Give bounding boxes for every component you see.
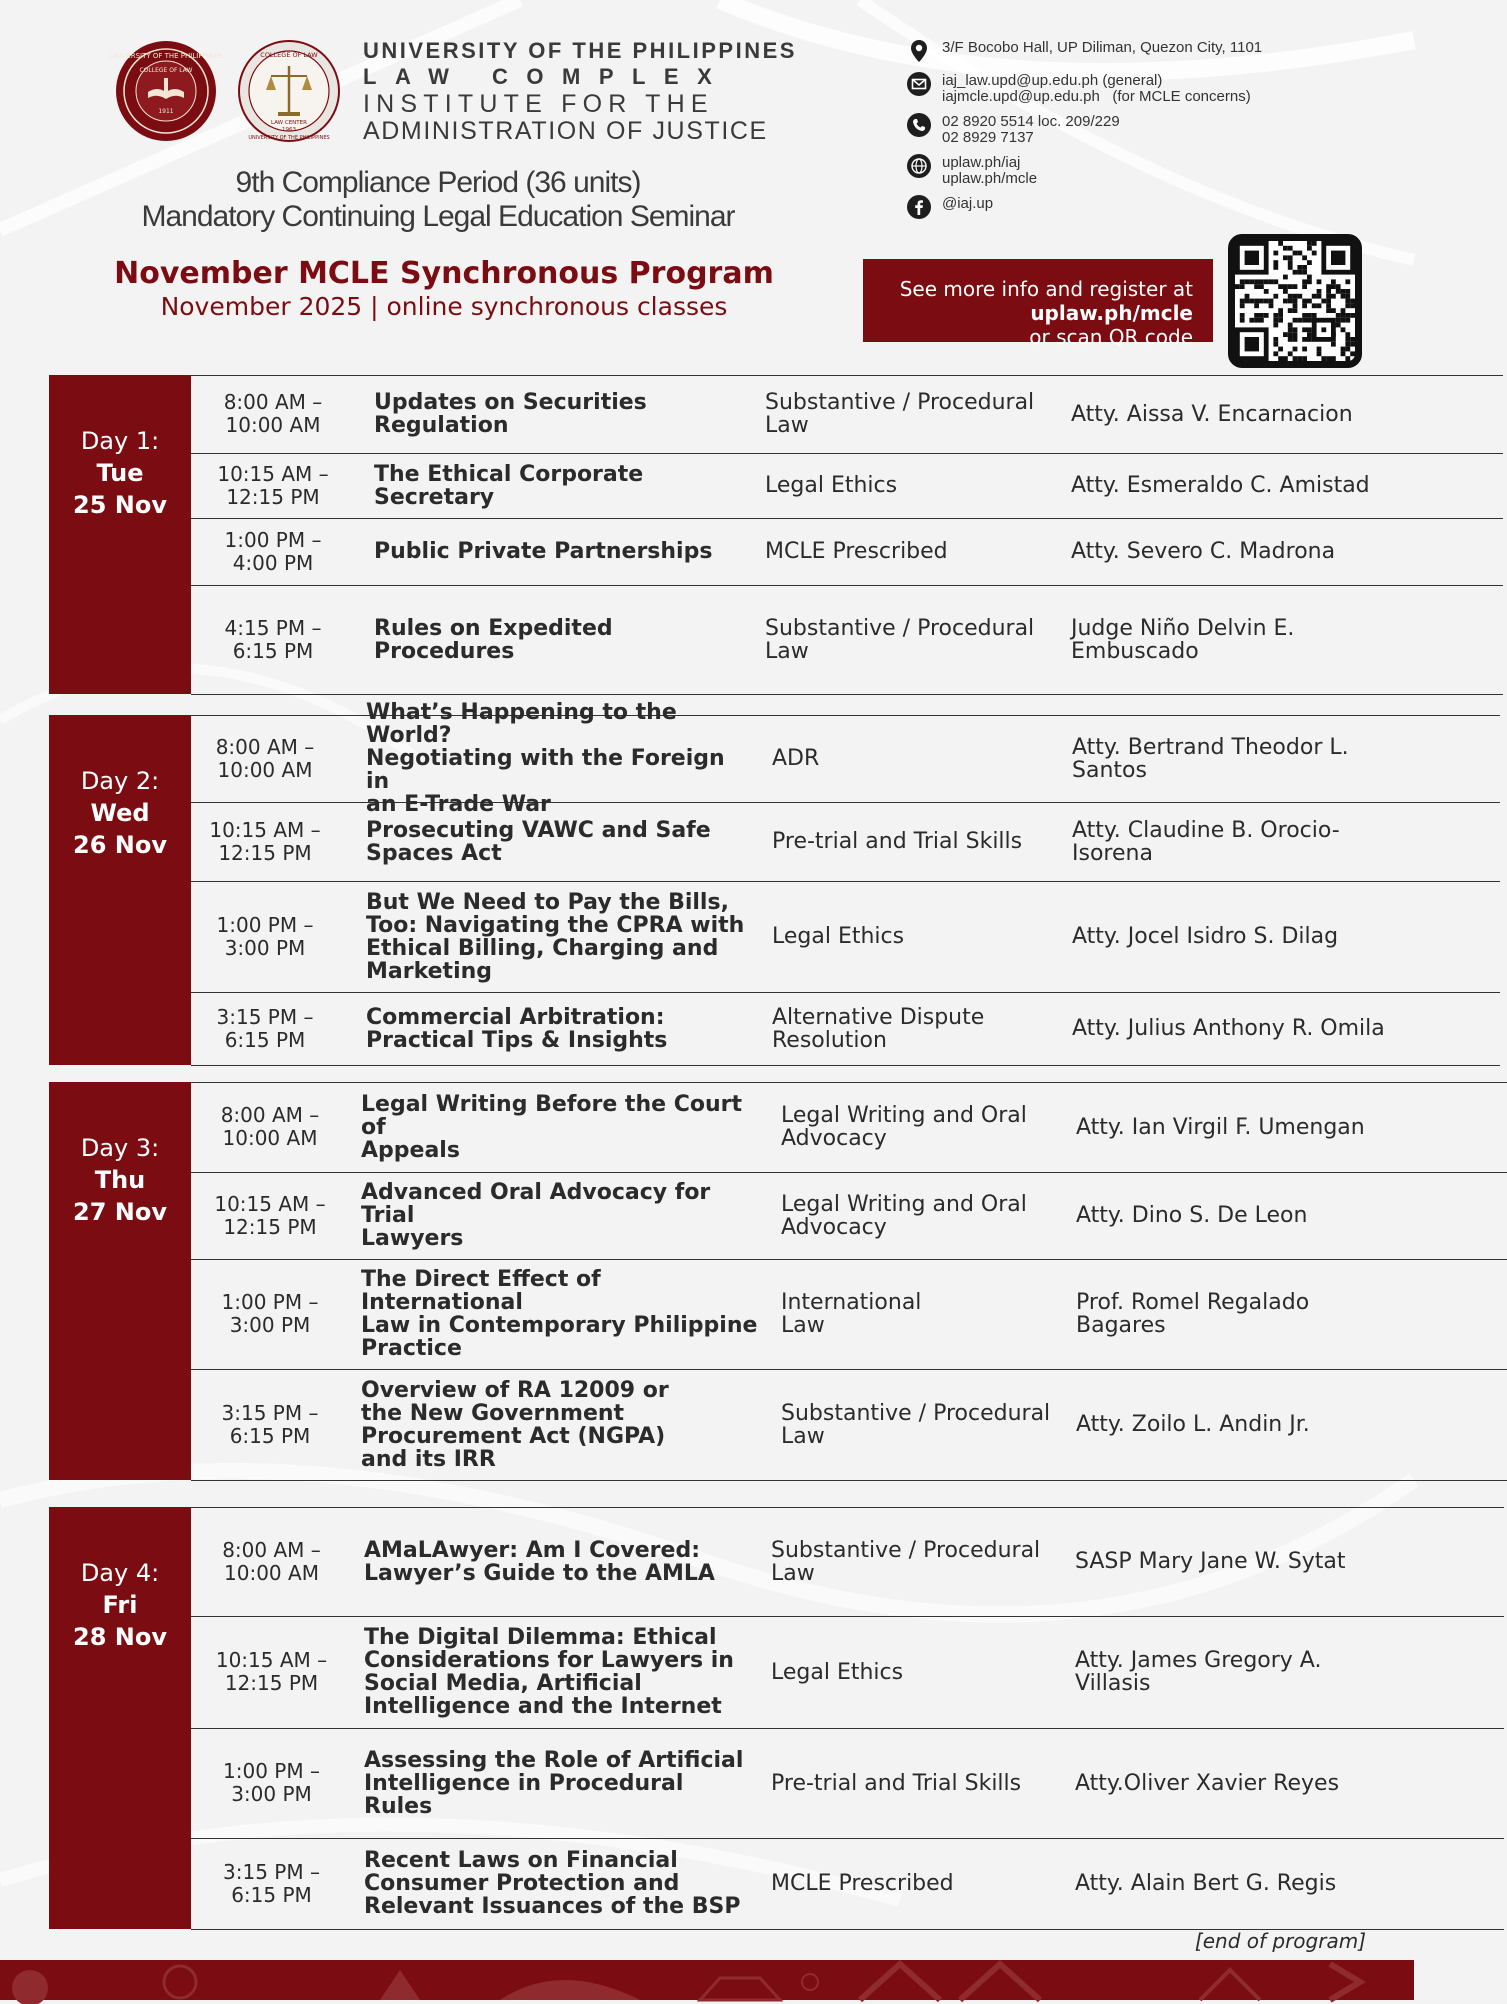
session-category: ADR (772, 746, 820, 772)
facebook-handle-link[interactable]: @iaj.up (942, 195, 994, 212)
day-label (49, 1082, 191, 1480)
session-category: Legal Ethics (765, 473, 898, 499)
session-category-cell (765, 586, 1065, 694)
session-title: AMaLAwyer: Am I Covered: Lawyer’s Guide to the AMLA (364, 1537, 715, 1586)
session-category-cell (772, 993, 1032, 1065)
register-banner (863, 259, 1213, 349)
session-title: Legal Writing Before the Court of Appeals (361, 1091, 742, 1163)
website-iaj-link[interactable]: uplaw.ph/iaj (942, 154, 1021, 171)
location-pin-icon (906, 38, 932, 64)
table-row (191, 1839, 1504, 1930)
session-time: 1:00 PM – 4:00 PM (224, 527, 322, 575)
college-of-law-seal (109, 40, 223, 142)
session-speaker-cell (1071, 376, 1401, 453)
register-link[interactable]: uplaw.ph/mcle (1030, 301, 1193, 325)
session-time-cell (193, 454, 353, 518)
day-label (49, 375, 191, 694)
seal-right-year: 1963 (282, 127, 296, 133)
seal-left-year: 1911 (158, 108, 174, 115)
table-row (191, 993, 1500, 1066)
session-title-cell (374, 454, 744, 518)
session-time-cell (193, 1729, 350, 1838)
table-row (191, 519, 1503, 586)
day-block (49, 1082, 1507, 1480)
session-table (191, 1082, 1507, 1481)
institute-name-line2: ADMINISTRATION OF JUSTICE (363, 117, 768, 145)
session-category: Pre-trial and Trial Skills (772, 829, 1023, 855)
session-category-cell (765, 519, 1065, 585)
facebook-icon (906, 194, 932, 220)
university-name: UNIVERSITY OF THE PHILIPPINES (363, 38, 797, 63)
address-row (906, 40, 1262, 64)
session-speaker: SASP Mary Jane W. Sytat (1075, 1549, 1346, 1575)
institute-name-line1: INSTITUTE FOR THE (363, 90, 714, 118)
table-row (191, 1370, 1507, 1481)
day-weekday: Fri (102, 1591, 138, 1619)
session-category-cell (781, 1260, 1061, 1369)
session-title-cell (374, 376, 744, 453)
phone-row (906, 114, 1262, 146)
footer-band (0, 1960, 1414, 2000)
session-time: 10:15 AM – 12:15 PM (215, 1648, 328, 1696)
day-block (49, 700, 1500, 1065)
session-category-cell (765, 454, 1065, 518)
session-title-cell (366, 803, 751, 881)
session-time-cell (193, 519, 353, 585)
day-number: Day 2: (80, 767, 160, 795)
session-speaker-cell (1071, 586, 1401, 694)
session-time: 8:00 AM – 10:00 AM (223, 390, 323, 438)
session-speaker-cell (1076, 1260, 1406, 1369)
session-speaker: Atty. Severo C. Madrona (1071, 539, 1336, 565)
session-speaker: Atty. Dino S. De Leon (1076, 1203, 1308, 1229)
session-time-cell (193, 1839, 350, 1929)
register-line1: See more info and register at (899, 277, 1193, 301)
session-speaker: Atty. Jocel Isidro S. Dilag (1072, 924, 1339, 950)
session-speaker: Atty. Ian Virgil F. Umengan (1076, 1114, 1365, 1140)
session-title-cell (364, 1617, 754, 1728)
session-title-cell (374, 586, 744, 694)
session-speaker: Prof. Romel Regalado Bagares (1076, 1290, 1310, 1339)
table-row (191, 1508, 1504, 1617)
session-title: But We Need to Pay the Bills, Too: Navigating the CPRA with Ethical Billing, Charging and Marketing (366, 889, 745, 984)
seminar-title: Mandatory Continuing Legal Education Seminar (141, 200, 735, 233)
address-text: 3/F Bocobo Hall, UP Diliman, Quezon City, 1101 (942, 39, 1263, 56)
day-block (49, 375, 1503, 694)
session-category: Pre-trial and Trial Skills (771, 1770, 1022, 1796)
session-time-cell (193, 1260, 347, 1369)
session-category-cell (781, 1370, 1061, 1480)
session-table (191, 375, 1503, 695)
session-time: 10:15 AM – 12:15 PM (209, 817, 321, 865)
session-category-cell (772, 803, 1032, 881)
session-category: Substantive / Procedural Law (765, 615, 1035, 664)
session-speaker: Atty. Zoilo L. Andin Jr. (1076, 1412, 1310, 1438)
session-speaker: Judge Niño Delvin E. Embuscado (1071, 615, 1295, 664)
session-time-cell (193, 1173, 347, 1259)
table-row (191, 586, 1503, 695)
session-time: 10:15 AM – 12:15 PM (214, 1191, 326, 1239)
session-title: Assessing the Role of Artificial Intelligence in Procedural Rules (364, 1747, 744, 1819)
session-category-cell (771, 1617, 1061, 1728)
session-time: 3:15 PM – 6:15 PM (223, 1859, 320, 1907)
session-category: Legal Ethics (772, 924, 905, 950)
session-category: Legal Writing and Oral Advocacy (781, 1191, 1027, 1240)
session-time: 8:00 AM – 10:00 AM (222, 1537, 321, 1585)
globe-icon (906, 153, 932, 179)
session-time: 10:15 AM – 12:15 PM (217, 461, 329, 509)
session-speaker-cell (1072, 882, 1402, 992)
session-speaker-cell (1075, 1617, 1405, 1728)
table-row (191, 803, 1500, 882)
program-subtitle: November 2025 | online synchronous classes (160, 292, 728, 321)
session-title: Advanced Oral Advocacy for Trial Lawyers (361, 1180, 711, 1252)
session-category: Substantive / Procedural Law (765, 390, 1035, 439)
session-category-cell (781, 1173, 1061, 1259)
facebook-row (906, 196, 1262, 220)
session-title-cell (364, 1508, 754, 1616)
day-number: Day 4: (80, 1559, 160, 1587)
session-category: Legal Writing and Oral Advocacy (781, 1103, 1027, 1152)
session-title: The Digital Dilemma: Ethical Considerations for Lawyers in Social Media, Artificial Intelligence and the Internet (364, 1625, 734, 1720)
seal-left-mid-text: COLLEGE OF LAW (139, 67, 193, 74)
website-mcle-link[interactable]: uplaw.ph/mcle (942, 170, 1038, 187)
session-time-cell (193, 716, 337, 802)
session-category: Legal Ethics (771, 1659, 904, 1685)
table-row (191, 1729, 1504, 1839)
session-category-cell (765, 376, 1065, 453)
footer-decoration (0, 1960, 1414, 2000)
session-speaker-cell (1072, 803, 1402, 881)
session-table (191, 1507, 1504, 1930)
day-number: Day 1: (80, 427, 160, 455)
day-date: 28 Nov (73, 1623, 167, 1651)
session-time-cell (193, 993, 337, 1065)
phone-icon (906, 112, 932, 138)
table-row (191, 1173, 1507, 1260)
session-speaker: Atty. Claudine B. Orocio- Isorena (1072, 817, 1340, 866)
table-row (191, 1260, 1507, 1370)
session-speaker-cell (1076, 1173, 1406, 1259)
session-title-cell (361, 1173, 761, 1259)
session-category: International Law (781, 1290, 922, 1339)
session-time: 1:00 PM – 3:00 PM (223, 1759, 320, 1807)
day-weekday: Tue (96, 459, 144, 487)
register-line2: or scan QR code (1022, 325, 1193, 349)
session-title: Updates on Securities Regulation (374, 390, 647, 439)
session-speaker: Atty. Julius Anthony R. Omila (1072, 1016, 1385, 1042)
session-time: 8:00 AM – 10:00 AM (220, 1103, 320, 1151)
session-time: 1:00 PM – 3:00 PM (216, 912, 314, 960)
day-date: 26 Nov (73, 831, 167, 859)
session-speaker: Atty.Oliver Xavier Reyes (1075, 1770, 1340, 1796)
day-weekday: Thu (94, 1166, 146, 1194)
session-title-cell (366, 993, 751, 1065)
qr-code[interactable] (1228, 234, 1362, 368)
email-mcle-link[interactable]: iajmcle.upd@up.edu.ph (for MCLE concerns) (942, 88, 1251, 105)
session-time-cell (193, 1083, 347, 1172)
session-title: What’s Happening to the World? Negotiating with the Foreign in an E-Trade War (366, 700, 725, 818)
session-category-cell (772, 716, 1032, 802)
seal-left-top-text: UNIVERSITY OF THE PHILIPPINES (109, 52, 223, 60)
session-time: 8:00 AM – 10:00 AM (215, 734, 315, 782)
session-speaker-cell (1072, 993, 1402, 1065)
website-row (906, 155, 1262, 187)
qr-code-image (1235, 241, 1355, 361)
session-category: Alternative Dispute Resolution (772, 1004, 985, 1053)
table-row (191, 376, 1503, 454)
law-center-seal (238, 40, 340, 142)
session-speaker: Atty. Alain Bert G. Regis (1075, 1871, 1337, 1897)
end-of-program-note: [end of program] (1194, 1929, 1366, 1953)
email-row (906, 73, 1262, 105)
session-title-cell (364, 1839, 754, 1929)
day-label (49, 1507, 191, 1929)
institution-name (363, 38, 797, 145)
day-date: 25 Nov (73, 491, 167, 519)
session-time-cell (193, 376, 353, 453)
email-general-link[interactable]: iaj_law.upd@up.edu.ph (general) (942, 72, 1163, 89)
session-title: Prosecuting VAWC and Safe Spaces Act (366, 817, 711, 866)
session-speaker-cell (1071, 454, 1401, 518)
program-title: November MCLE Synchronous Program (114, 256, 774, 291)
session-time-cell (193, 882, 337, 992)
seal-right-bottom-text: UNIVERSITY OF THE PHILIPPINES (248, 135, 330, 141)
session-time: 3:15 PM – 6:15 PM (216, 1004, 314, 1052)
session-title-cell (366, 700, 751, 818)
table-row (191, 700, 1500, 818)
session-category-cell (771, 1839, 1061, 1929)
session-time-cell (193, 1370, 347, 1480)
email-icon (906, 71, 932, 97)
session-title-cell (366, 882, 751, 992)
session-title-cell (361, 1083, 761, 1172)
session-category-cell (771, 1508, 1061, 1616)
day-weekday: Wed (90, 799, 150, 827)
seal-right-mid-text: LAW CENTER (271, 120, 307, 126)
session-time-cell (193, 1508, 350, 1616)
session-speaker-cell (1076, 1370, 1406, 1480)
session-speaker-cell (1075, 1839, 1405, 1929)
session-title: Overview of RA 12009 or the New Government Procurement Act (NGPA) and its IRR (361, 1377, 669, 1472)
session-title: The Direct Effect of International Law in Contemporary Philippine Practice (361, 1267, 758, 1362)
session-speaker: Atty. Esmeraldo C. Amistad (1071, 473, 1370, 499)
compliance-period-title: 9th Compliance Period (36 units) (235, 166, 641, 199)
session-speaker: Atty. James Gregory A. Villasis (1075, 1648, 1322, 1697)
session-title: The Ethical Corporate Secretary (374, 461, 644, 510)
phone-1: 02 8920 5514 loc. 209/229 (942, 113, 1120, 130)
table-row (191, 454, 1503, 519)
seal-right-top-text: COLLEGE OF LAW (260, 51, 318, 59)
session-speaker: Atty. Bertrand Theodor L. Santos (1072, 734, 1349, 783)
session-category: MCLE Prescribed (771, 1871, 954, 1897)
day-number: Day 3: (80, 1134, 160, 1162)
session-category-cell (771, 1729, 1061, 1838)
day-block (49, 1507, 1504, 1929)
session-speaker-cell (1075, 1508, 1405, 1616)
session-category: Substantive / Procedural Law (781, 1400, 1051, 1449)
session-category-cell (772, 882, 1032, 992)
session-speaker-cell (1075, 1729, 1405, 1838)
session-category: Substantive / Procedural Law (771, 1537, 1041, 1586)
session-speaker: Atty. Aissa V. Encarnacion (1071, 401, 1353, 427)
session-time: 4:15 PM – 6:15 PM (224, 615, 322, 663)
contact-block (906, 40, 1262, 229)
table-row (191, 1617, 1504, 1729)
session-speaker-cell (1072, 716, 1402, 802)
session-title-cell (361, 1260, 761, 1369)
table-row (191, 1083, 1507, 1173)
session-category: MCLE Prescribed (765, 539, 948, 565)
phone-2: 02 8929 7137 (942, 129, 1034, 146)
table-row (191, 882, 1500, 993)
session-speaker-cell (1076, 1083, 1406, 1172)
session-time-cell (193, 586, 353, 694)
session-title: Rules on Expedited Procedures (374, 615, 613, 664)
session-time-cell (193, 1617, 350, 1728)
session-speaker-cell (1071, 519, 1401, 585)
session-time: 1:00 PM – 3:00 PM (221, 1290, 319, 1338)
session-table (191, 700, 1500, 1066)
session-title: Public Private Partnerships (374, 539, 713, 565)
session-time: 3:15 PM – 6:15 PM (221, 1400, 319, 1448)
session-title-cell (374, 519, 744, 585)
session-time-cell (193, 803, 337, 881)
session-title: Recent Laws on Financial Consumer Protection and Relevant Issuances of the BSP (364, 1848, 741, 1920)
day-date: 27 Nov (73, 1198, 167, 1226)
session-title-cell (364, 1729, 754, 1838)
session-title: Commercial Arbitration: Practical Tips & Insights (366, 1004, 668, 1053)
law-complex-name: LAW COMPLEX (363, 64, 731, 89)
day-label (49, 715, 191, 1065)
session-category-cell (781, 1083, 1061, 1172)
session-title-cell (361, 1370, 761, 1480)
